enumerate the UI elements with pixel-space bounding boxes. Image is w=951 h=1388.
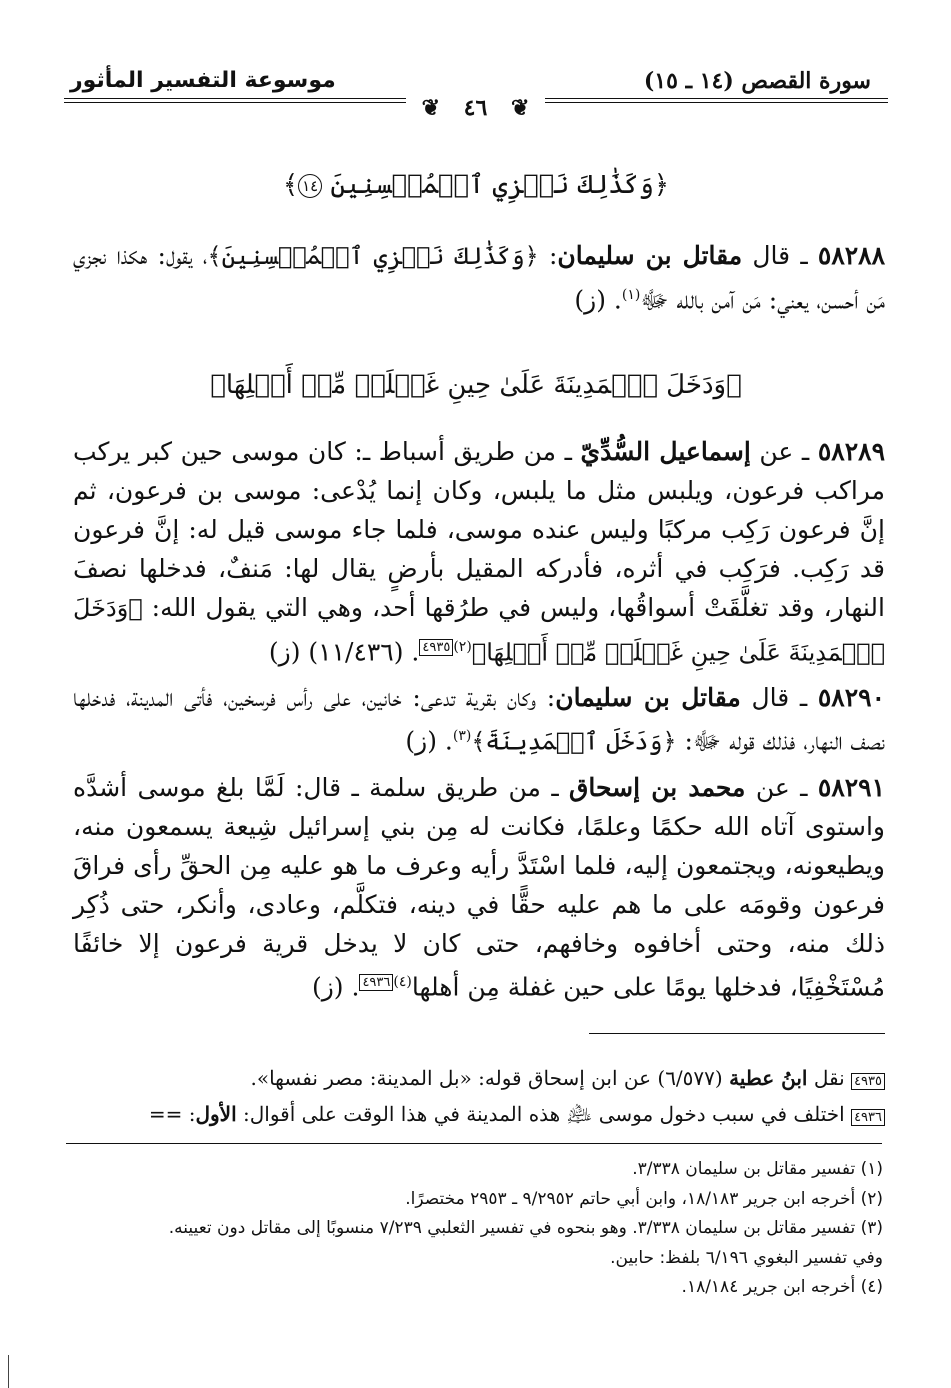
footnotes-divider [66,1143,882,1144]
entry-58290 [73,678,885,761]
footnote-1: (١) تفسير مقاتل بن سليمان ٣/٣٣٨. [632,1159,883,1179]
comment-ref-box: ٤٩٣٦ [359,974,393,991]
entry-end: . (ز) [405,726,453,756]
footnote-ref: (٤) [393,973,412,990]
entry-end: . (ز) [311,971,360,1001]
comment-text: : [188,1102,196,1126]
comment-text: نقل [813,1066,845,1090]
entry-lead: ـ قال [752,241,808,270]
quran-quote: ﴿وَدَخَلَ ٱلۡمَدِينَةَ﴾ [471,727,677,756]
entry-58289 [73,432,885,672]
ayah-number: ١٤ [298,174,322,198]
entry-number: ٥٨٢٨٨ [817,241,886,270]
entry-number: ٥٨٢٩١ [817,772,886,802]
quran-quote: ﴿وَدَخَلَ ٱلۡمَدِينَةَ عَلَىٰ حِينِ غَفۡلَةٖ مِّنۡ أَهۡلِهَا﴾ [73,594,885,667]
narrator-name: محمد بن إسحاق [569,772,746,802]
comment-text: (٦/٥٧٧) عن ابن إسحاق قوله: «بل المدينة: مصر نفسها». [250,1066,723,1090]
surah-header: سورة القصص (١٤ ـ ١٥) [643,68,871,94]
verse-heading-1 [64,170,888,200]
verse-close: ﴾ [282,170,299,200]
book-title: موسوعة التفسير المأثور [70,68,336,93]
continuation-mark: == [148,1102,183,1126]
footnote-2: (٢) أخرجه ابن جرير ١٨/١٨٣، وابن أبي حاتم ٩/٢٩٥٢ ـ ٢٩٥٣ مختصرًا. [405,1188,883,1209]
entry-lead: ـ قال [751,683,808,713]
footnote-ref: (١) [621,287,641,303]
comment-4936 [45,1096,885,1132]
quran-quote: ﴿وَكَذَٰلِكَ نَجۡزِي ٱلۡمُحۡسِنِينَ﴾ [207,242,539,270]
comment-4935 [45,1060,885,1096]
binding-edge [8,1355,9,1388]
ornament-icon: ❦ [414,95,448,121]
ornament-icon: ❦ [503,95,537,121]
comment-ref-box: ٤٩٣٥ [419,639,453,656]
entry-58291 [73,768,885,1006]
footnotes-block [53,1155,883,1303]
comments-divider [589,1033,885,1034]
page-number: ٤٦ [456,95,496,121]
comment-text: اختلف في سبب دخول موسى ﵇ هذه المدينة في هذا الوقت على أقوال: [243,1102,845,1126]
entry-text: : [538,241,558,270]
entry-end: . (ز) [574,285,622,315]
entry-lead: ـ عن [759,437,810,466]
comment-number-box: ٤٩٣٥ [851,1073,885,1090]
entry-number: ٥٨٢٨٩ [817,437,885,466]
page-number-block [0,95,951,121]
footnote-ref: (٣) [452,728,472,745]
footnote-3-cont: وفي تفسير البغوي ٦/١٩٦ بلفظ: حابين. [610,1247,883,1268]
scholar-name: ابنُ عطية [729,1066,808,1090]
entry-number: ٥٨٢٩٠ [817,683,885,713]
entry-lead: ـ عن [755,772,808,802]
entry-text: ، يقول: هكذا نجزي مَن أحسن، يعني: مَن آمن بالله ﷻ [73,241,885,315]
verse-text: ﴿وَكَذَٰلِكَ نَجۡزِي ٱلۡمُحۡسِنِينَ [330,170,670,200]
entry-end: . (١١/٤٣٦) (ز) [268,637,420,667]
entries-block [73,432,885,1012]
entry-text: : وكان بقرية تدعى: خانين، على رأس فرسخين، فأتى المدينة، فدخلها نصف النهار، فذلك قوله ﷻ: [73,683,885,756]
verse-heading-2: ﴿وَدَخَلَ ٱلۡمَدِينَةَ عَلَىٰ حِينِ غَفۡلَةٖ مِّنۡ أَهۡلِهَا﴾ [210,370,742,400]
comments-block [45,1060,885,1132]
narrator-name: مقاتل بن سليمان [557,241,743,270]
narrator-name: مقاتل بن سليمان [555,683,741,713]
comment-number-box: ٤٩٣٦ [851,1109,885,1126]
footnote-ref: (٢) [453,639,472,655]
narrator-name: إسماعيل السُّدِّيّ [580,437,751,466]
footnote-4: (٤) أخرجه ابن جرير ١٨/١٨٤. [681,1277,883,1297]
footnote-3: (٣) تفسير مقاتل بن سليمان ٣/٣٣٨. وهو بنحوه في تفسير الثعلبي ٧/٢٣٩ منسوبًا إلى مقاتل دون تعيينه. [168,1218,883,1238]
scholar-name: الأول [195,1102,237,1126]
entry-text: ـ من طريق سلمة ـ قال: لَمَّا بلغ موسى أشدَّه واستوى آتاه الله حكمًا وعلمًا، فكانت له مِن بني إسرائيل شِيعة يسمعون منه، ويطيعونه، ويجتمعون إليه، فلما اسْتَدَّ رأيه وعرف ما هو عليه مِن الحقِّ رأى فراقَ فرعون وقومَه على ما هم عليه حقًّا في دينه، فتكلَّم، وعادى، وأنكر، حتى ذُكِر ذلك منه، وحتى أخافوه وخافهم، حتى كان لا يدخل قرية فرعون إلا خائفًا مُسْتَخْفِيًا، فدخلها يومًا على حين غفلة مِن أهلها [73,772,885,1001]
entry-text: ـ من طريق أسباط ـ: كان موسى حين كبر يركب مراكب فرعون، ويلبس مثل ما يلبس، وكان إنما يُدْعى: موسى بن فرعون، ثم إنَّ فرعون رَكِب مركبًا وليس عنده موسى، فلما جاء موسى قيل له: إنَّ فرعون قد رَكِب. فرَكِب في أثره، فأدركه المقيل بأرضٍ يقال لها: مَنفٌ، فدخلها نصفَ النهار، وقد تغلَّقَتْ أسواقُها، وليس في طرُقها أحد، وهي التي يقول الله: [73,437,885,622]
entry-58288 [73,236,885,325]
